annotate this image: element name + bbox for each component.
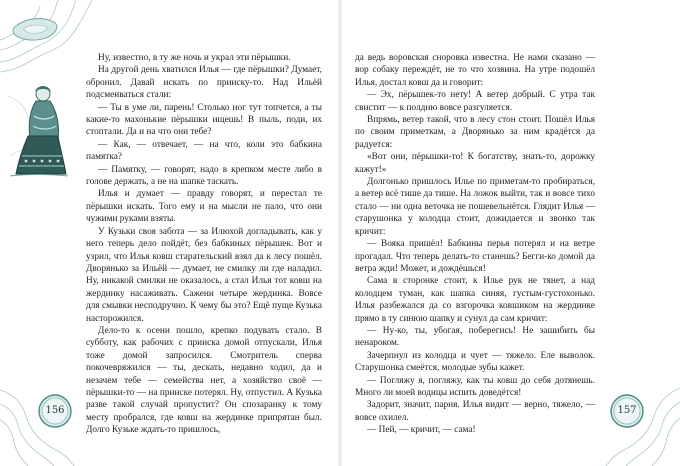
right-paragraph-7: Сама в сторонке стоит, к Илье рук не тянет, а над колодцем туман, как шапка синяя, густым-густохонько. Илья разбежался да со взгорочка ковшиком на жердинке прямо в ту синюю шапку и сунул да сам кричит: [355,276,595,324]
right-paragraph-8: — Ну-ко, ты, убогая, поберегись! Не зашибить бы ненароком. [355,325,595,349]
left-paragraph-7: У Кузьки своя забота — за Илюхой догладывать, как у него теперь дело пойдёт, без бабкиных пёрышек. Вот и узрил, что Илья ковш старательский взял да к лесу пошёл. Дворянько за Ильёй — думает, не смилку ли где наладил. Ну, никакой смилки не оказалось, а стал Илья тот ковш на жердинку насаживать. Сажени четыре жердинка. Вовсе для смывки несподручно. К чему бы это? Ещё пуще Кузька насторожился. [86,226,322,324]
right-paragraph-3: Впрямь, ветер такой, что в лесу стон стоит. Пошёл Илья по своим приметкам, а Дворянько за ним крадётся да радуется: [355,115,595,150]
right-paragraph-11: Задорит, значит, парня. Илья видит — верно, тяжело, — вовсе охилел. [355,400,595,423]
right-paragraph-1: да ведь воровская сноровка известна. Не нами сказано — вор собаку переждёт, не то что хозяина. На утре подошёл Илья, достал ковш да и говорит: [355,53,595,88]
left-paragraph-6: Илья и думает — правду говорят, и перестал те пёрышки искать. Того ему и на мысли не пало, что они чужими руками взяты. [86,189,322,225]
page-number-right [610,394,644,428]
left-paragraph-2: На другой день хватился Илья — где пёрышки? Думает, обронил. Давай искать по прииску-то. Над Ильёй подсмеиваться стали: [86,65,322,101]
page-number-left [38,394,72,428]
right-paragraph-9: Зачерпнул из колодца и чует — тяжело. Еле выволок. Старушонка смеётся, молодые зубы кажет. [355,350,595,374]
left-paragraph-1: Ну, известно, в ту же ночь и украл эти пёрышки. [98,53,291,63]
left-paragraph-8: Дело-то к осени пошло, крепко подувать стало. В субботу, как рабочих с прииска домой отпускали, Илья тоже домой запросился. Смотритель сперва покочевряжился — ты, дескать, недавно ходил, да и незачем тебе — семейства нет, а хозяйство своё — пёрышки-то — на прииске потерял. Ну, отпустил. А Кузька разве такой случай пропустит? Он спозаранку к тому месту пробрался, где ковш на жердинке припрятан был. Долго Кузьке ждать-то пришлось, [86,325,322,436]
right-paragraph-2: — Эх, пёрышек-то нету! А ветер добрый. С утра так свистит — к полдню вовсе разгуляется. [355,90,595,113]
right-paragraph-4: «Вот они, пёрышки-то! К богатству, знать-то, дорожку кажут!» [355,152,595,175]
left-paragraph-5: — Памятку, — говорят, надо в крепком месте либо в голове держать, а не на шапке таскать. [86,164,322,188]
page-number-right-text: 157 [617,405,637,416]
left-paragraph-4: — Как, — отвечает, — на что, коли это бабкина памятка? [86,139,322,163]
old-woman-illustration [8,76,70,180]
right-paragraph-6: — Вояка пришёл! Бабкины перья потерял и на ветре прогадал. Что теперь делать-то станешь? Бегги-ко домой да ветра жди! Может, и дождёшься! [355,239,595,274]
page-number-left-text: 156 [45,405,65,416]
left-text-column [86,52,322,437]
right-paragraph-5: Долгонько пришлось Илье по приметам-то пробираться, а ветер всё тише да тише. На ложок выйти, так и вовсе тихо стало — ни одна веточка не пошевельнётся. Глядит Илья — старушонка у колодца стоит, дожидается и звонко так кричит: [355,177,595,237]
left-paragraph-3: — Ты в уме ли, парень! Столько ног тут топчется, а ты какие-то махонькие пёрышки ищешь! В пыль, поди, их стоптали. Да и на что они тебе? [86,102,322,138]
right-paragraph-10: — Погляжу я, погляжу, как ты ковш до себя дотянешь. Много ли моей водицы испить доведётся! [355,375,595,398]
right-text-column [355,52,595,437]
right-paragraph-12: — Пей, — кричит, — сама! [367,425,476,436]
map-ornament-top-left [0,0,95,80]
